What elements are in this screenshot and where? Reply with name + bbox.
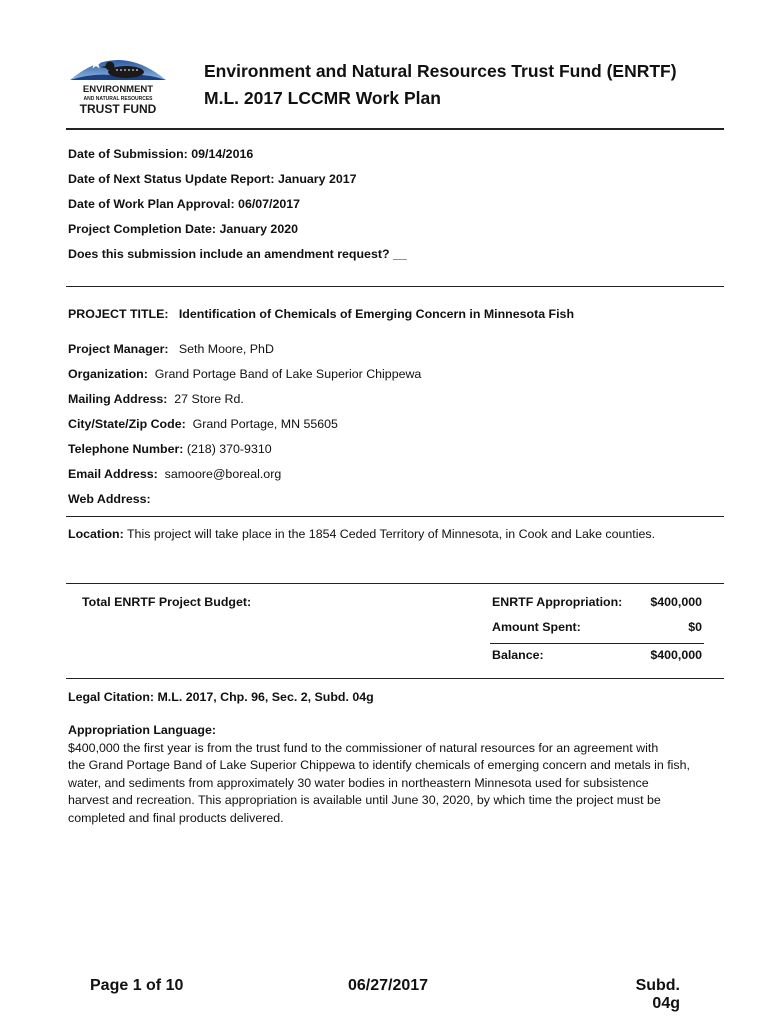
title-line1: Environment and Natural Resources Trust Fund (ENRTF) bbox=[204, 61, 677, 81]
project-manager-value: Seth Moore, PhD bbox=[178, 342, 274, 356]
organization-row bbox=[68, 367, 421, 381]
logo-line1: ENVIRONMENT bbox=[82, 84, 154, 95]
amendment-request: Does this submission include an amendment request? __ bbox=[68, 247, 407, 261]
mailing-address-value: 27 Store Rd. bbox=[174, 392, 244, 406]
amount-spent-value: $0 bbox=[688, 620, 702, 634]
total-budget-label: Total ENRTF Project Budget: bbox=[82, 595, 252, 609]
date-work-plan-approval: Date of Work Plan Approval: 06/07/2017 bbox=[68, 197, 301, 211]
appropriation-language-line: completed and final products delivered. bbox=[68, 810, 284, 825]
web-address-label: Web Address: bbox=[68, 492, 151, 506]
telephone-label: Telephone Number: bbox=[68, 442, 184, 456]
amount-spent-label: Amount Spent: bbox=[492, 620, 581, 634]
footer-date: 06/27/2017 bbox=[348, 977, 429, 994]
date-next-status-update: Date of Next Status Update Report: January 2017 bbox=[68, 172, 357, 186]
email-value: samoore@boreal.org bbox=[164, 467, 282, 481]
footer-subd: Subd. 04g bbox=[635, 977, 680, 1012]
document-title bbox=[204, 58, 677, 112]
loon-logo-icon bbox=[66, 46, 170, 118]
logo-line3: TRUST FUND bbox=[79, 102, 157, 116]
location-row bbox=[68, 527, 655, 541]
dates-divider bbox=[66, 286, 724, 287]
appropriation-label: ENRTF Appropriation: bbox=[492, 595, 623, 609]
appropriation-language-line: $400,000 the first year is from the trust fund to the commissioner of natural resources for an agreement with bbox=[68, 740, 659, 755]
location-label: Location: bbox=[68, 527, 124, 541]
project-completion-date: Project Completion Date: January 2020 bbox=[68, 222, 298, 236]
budget-divider bbox=[66, 678, 724, 679]
title-line2: M.L. 2017 LCCMR Work Plan bbox=[204, 88, 441, 108]
balance-divider bbox=[490, 643, 704, 644]
project-manager-label: Project Manager: bbox=[68, 342, 169, 356]
project-title-value: Identification of Chemicals of Emerging Concern in Minnesota Fish bbox=[178, 307, 575, 321]
telephone-value: (218) 370-9310 bbox=[186, 442, 272, 456]
appropriation-language-line: the Grand Portage Band of Lake Superior Chippewa to identify chemicals of emerging concern and metals in fish, bbox=[68, 758, 690, 772]
location-divider bbox=[66, 583, 724, 584]
city-state-zip-value: Grand Portage, MN 55605 bbox=[192, 417, 338, 431]
appropriation-language-line: harvest and recreation. This appropriation is available until June 30, 2020, by which time the project must be bbox=[68, 793, 661, 807]
header-divider bbox=[66, 128, 724, 130]
appropriation-language-label: Appropriation Language: bbox=[68, 723, 216, 737]
email-row bbox=[68, 467, 281, 481]
logo-line2: AND NATURAL RESOURCES bbox=[83, 96, 153, 102]
legal-citation: Legal Citation: M.L. 2017, Chp. 96, Sec. 2, Subd. 04g bbox=[68, 690, 374, 704]
balance-label: Balance: bbox=[492, 648, 544, 662]
city-state-zip-label: City/State/Zip Code: bbox=[68, 417, 186, 431]
enrtf-logo bbox=[66, 46, 170, 118]
organization-label: Organization: bbox=[68, 367, 148, 381]
appropriation-language bbox=[68, 722, 718, 827]
page-number: Page 1 of 10 bbox=[90, 977, 184, 994]
appropriation-value: $400,000 bbox=[650, 595, 702, 609]
contact-divider bbox=[66, 516, 724, 517]
project-manager-row bbox=[68, 342, 274, 356]
date-of-submission: Date of Submission: 09/14/2016 bbox=[68, 147, 254, 161]
project-title-row bbox=[68, 307, 574, 321]
location-value: This project will take place in the 1854 Ceded Territory of Minnesota, in Cook and Lake counties. bbox=[126, 527, 656, 541]
project-title-label: PROJECT TITLE: bbox=[68, 307, 169, 321]
city-state-zip-row bbox=[68, 417, 338, 431]
organization-value: Grand Portage Band of Lake Superior Chippewa bbox=[154, 367, 422, 381]
appropriation-language-line: water, and sediments from approximately 30 water bodies in northeastern Minnesota used for subsistence bbox=[68, 775, 649, 790]
mailing-address-row bbox=[68, 392, 244, 406]
email-label: Email Address: bbox=[68, 467, 158, 481]
balance-value: $400,000 bbox=[650, 648, 702, 662]
telephone-row bbox=[68, 442, 272, 456]
mailing-address-label: Mailing Address: bbox=[68, 392, 168, 406]
